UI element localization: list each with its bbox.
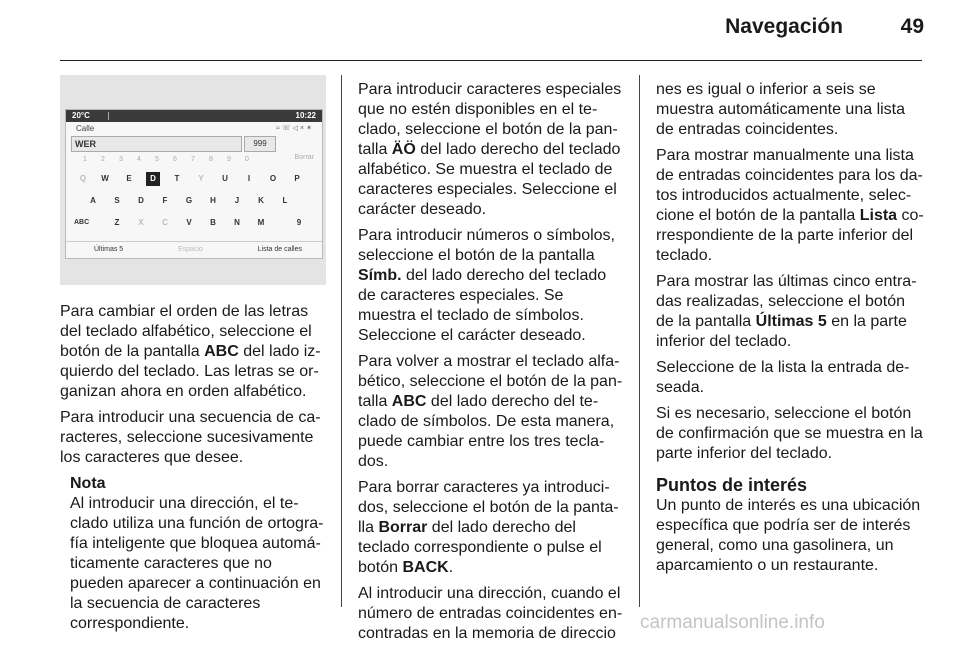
letter-key: J <box>234 196 240 205</box>
number-key: 0 <box>245 156 249 163</box>
column-1 <box>60 302 326 634</box>
letter-row-3 <box>66 216 322 230</box>
letter-key: T <box>174 174 180 183</box>
infotainment-screen <box>65 109 323 259</box>
letter-key: P <box>294 174 300 183</box>
number-key: 6 <box>173 156 177 163</box>
page-title: Navegación <box>725 15 843 38</box>
paragraph: Para introducir caracteres especiales que no estén disponibles en el teclado, seleccione el botón de la pantalla ÄÖ del lado derecho del teclado alfabético. Se muestra el teclado de caracteres especiales. Seleccione el carácter deseado. <box>358 81 622 218</box>
mute-icon: × <box>300 125 307 132</box>
letter-key: Z <box>114 218 120 227</box>
number-key: 5 <box>155 156 159 163</box>
status-bar <box>66 110 322 122</box>
column-divider <box>639 75 640 607</box>
signal-icon: ≈ <box>276 125 282 132</box>
number-key: 3 <box>119 156 123 163</box>
delete-key: Borrar <box>294 154 314 161</box>
paragraph: Para volver a mostrar el teclado alfabético, seleccione el botón de la pantalla ABC del lado derecho del teclado de símbolos. De esta manera, puede cambiar entre los tres teclados. <box>358 353 623 470</box>
note-title: Nota <box>70 475 106 492</box>
separator <box>108 112 109 120</box>
letter-key: M <box>257 218 265 227</box>
paragraph: Un punto de interés es una ubicación específica que podría ser de interés general, como una gasolinera, un aparcamiento o un restaurante. <box>656 497 921 574</box>
paragraph: Para mostrar manualmente una lista de entradas coincidentes para los datos introducidos actualmente, seleccione el botón de la pantalla Lista correspondiente de la parte inferior del teclado. <box>656 147 924 264</box>
number-key: 8 <box>209 156 213 163</box>
letter-key: O <box>269 174 277 183</box>
temperature: 20°C <box>72 111 90 120</box>
paragraph: Para cambiar el orden de las letras del teclado alfabético, seleccione el botón de la pantalla ABC del lado izquierdo del teclado. Las letras se organizan ahora en orden alfabético. <box>60 303 321 400</box>
page-number: 49 <box>900 15 924 38</box>
letter-row-2 <box>66 194 322 208</box>
note-box <box>70 474 326 634</box>
letter-key: A <box>90 196 96 205</box>
paragraph: Para mostrar las últimas cinco entradas realizadas, seleccione el botón de la pantalla Últimas 5 en la parte inferior del teclado. <box>656 273 917 350</box>
number-key: 1 <box>83 156 87 163</box>
letter-key: H <box>210 196 216 205</box>
paragraph: Si es necesario, seleccione el botón de confirmación que se muestra en la parte inferior del teclado. <box>656 405 923 462</box>
paragraph: Al introducir una dirección, cuando el número de entradas coincidentes encontradas en la memoria de direccio <box>358 585 623 642</box>
letter-key: Y <box>198 174 204 183</box>
letter-key-selected: D <box>146 172 160 186</box>
match-count: 999 <box>244 136 276 152</box>
street-list-button: Lista de calles <box>257 246 302 253</box>
keyboard-bottom-bar <box>66 241 322 258</box>
number-key: 7 <box>191 156 195 163</box>
letter-key: B <box>210 218 216 227</box>
letter-row-1 <box>66 172 322 186</box>
paragraph: Para introducir números o símbolos, seleccione el botón de la pantalla Símb. del lado derecho del teclado de caracteres especiales. Se muestra el teclado de símbolos. Seleccione el carácter deseado. <box>358 227 615 344</box>
letter-key: S <box>114 196 120 205</box>
section-heading: Puntos de interés <box>656 475 808 495</box>
column-divider <box>341 75 342 607</box>
status-icons <box>276 124 314 132</box>
letter-key: X <box>138 218 144 227</box>
abc-key: ABC <box>74 219 90 226</box>
letter-key: Q <box>79 174 87 183</box>
bluetooth-icon: ✶ <box>306 125 314 132</box>
letter-key: C <box>162 218 168 227</box>
header-divider <box>60 60 922 61</box>
number-key: 9 <box>227 156 231 163</box>
last-5-button: Últimas 5 <box>94 246 124 253</box>
letter-key: K <box>258 196 264 205</box>
volume-icon: ◁ <box>292 125 301 132</box>
phone-icon: ☏ <box>281 125 293 132</box>
symbol-key: 9 <box>296 218 302 227</box>
address-input: WER <box>71 136 242 152</box>
keyboard-screen-photo <box>60 75 326 285</box>
number-row <box>66 154 322 168</box>
letter-key: F <box>162 196 168 205</box>
clock: 10:22 <box>295 111 316 120</box>
letter-key: U <box>222 174 228 183</box>
letter-key: G <box>185 196 193 205</box>
note-text: Al introducir una dirección, el teclado utiliza una función de ortografía inteligente que bloquea automáticamente caracteres que no pueden aparecer a continuación en la secuencia de caracteres correspondiente. <box>70 495 324 632</box>
letter-key: V <box>186 218 192 227</box>
paragraph: nes es igual o inferior a seis se muestra automáticamente una lista de entradas coincidentes. <box>656 81 906 138</box>
space-button: Espacio <box>178 246 203 253</box>
letter-key: E <box>126 174 132 183</box>
field-label: Calle <box>76 124 95 133</box>
column-2 <box>358 80 624 650</box>
letter-key: N <box>234 218 240 227</box>
number-key: 4 <box>137 156 141 163</box>
paragraph: Para borrar caracteres ya introducidos, seleccione el botón de la pantalla Borrar del lado derecho del teclado correspondiente o pulse el botón BACK. <box>358 479 619 576</box>
watermark: carmanualsonline.info <box>640 612 825 633</box>
paragraph: Para introducir una secuencia de caracteres, seleccione sucesivamente los caracteres que desee. <box>60 409 321 466</box>
paragraph: Seleccione de la lista la entrada deseada. <box>656 359 910 396</box>
number-key: 2 <box>101 156 105 163</box>
letter-key: W <box>101 174 109 183</box>
letter-key: I <box>247 174 251 183</box>
column-3 <box>656 80 924 582</box>
letter-key: L <box>282 196 288 205</box>
letter-key: D <box>138 196 144 205</box>
